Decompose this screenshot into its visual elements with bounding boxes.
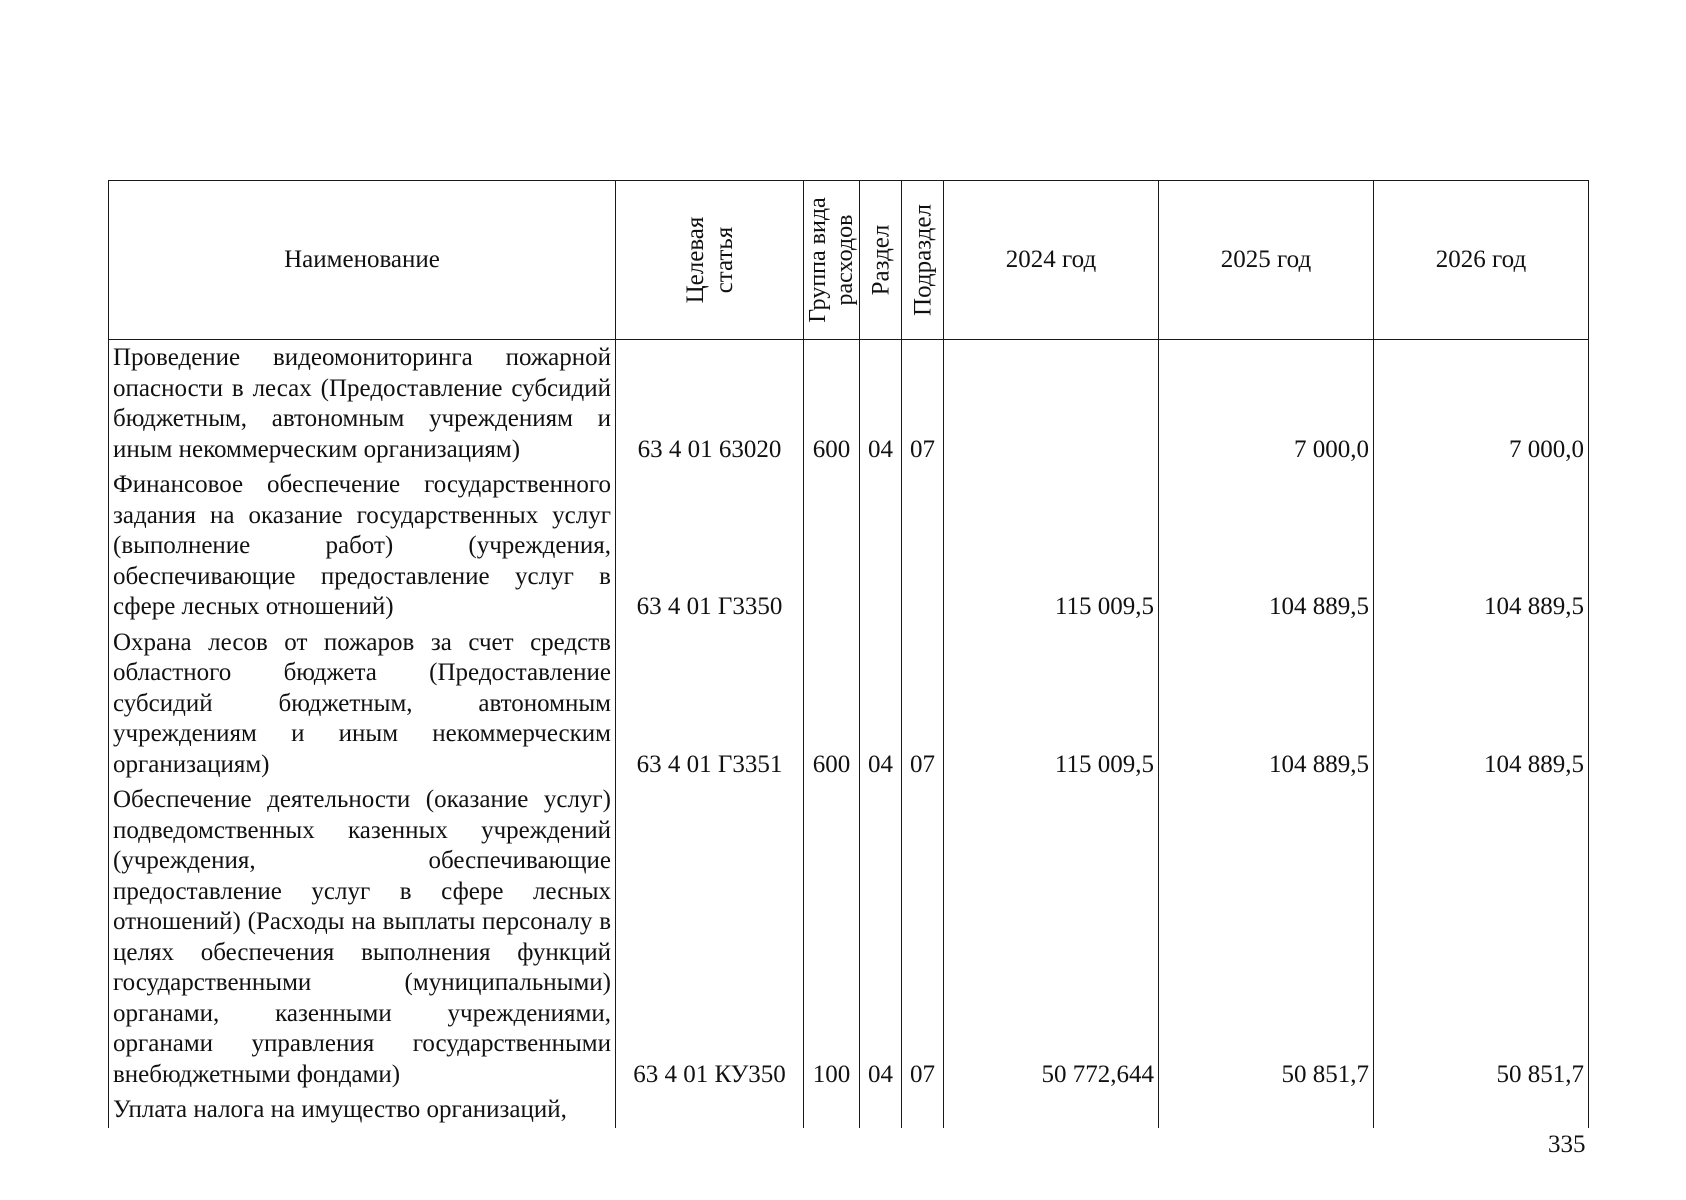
header-year-2026: 2026 год (1374, 181, 1589, 340)
row-expense-group: 600 (804, 340, 860, 468)
header-target-article (616, 181, 804, 340)
row-name: Обеспечение деятельности (оказание услуг) подведомственных казенных учреждений (учреждения, обеспечивающие предоставление услуг в сфере лесных отношений) (Расходы на выплаты персоналу в целях обеспечения выполнения функций государственными (муниципальными) органами, казенными учреждениями, органами управления государственными внебюджетными фондами) (109, 782, 616, 1092)
header-section-label: Раздел (867, 224, 894, 296)
page-number: 335 (1548, 1131, 1586, 1158)
row-section: 04 (860, 625, 902, 783)
row-value-2026: 7 000,0 (1374, 340, 1589, 468)
row-value-2025: 50 851,7 (1159, 782, 1374, 1092)
header-target-article-line1: Целевая (681, 216, 709, 304)
header-target-article-line2: статья (710, 226, 738, 294)
row-name: Охрана лесов от пожаров за счет средств областного бюджета (Предоставление субсидий бюджетным, автономным учреждениям и иным некоммерческим организациям) (109, 625, 616, 783)
row-expense-group: 600 (804, 625, 860, 783)
header-year-2025: 2025 год (1159, 181, 1374, 340)
row-value-2025 (1159, 1092, 1374, 1128)
row-target-article: 63 4 01 КУ350 (616, 782, 804, 1092)
row-target-article: 63 4 01 Г3350 (616, 467, 804, 625)
table-row (109, 340, 1589, 468)
row-value-2024 (944, 340, 1159, 468)
row-value-2026: 50 851,7 (1374, 782, 1589, 1092)
row-target-article: 63 4 01 63020 (616, 340, 804, 468)
row-section: 04 (860, 782, 902, 1092)
row-section: 04 (860, 340, 902, 468)
header-year-2024: 2024 год (944, 181, 1159, 340)
row-subsection: 07 (902, 340, 944, 468)
row-section (860, 467, 902, 625)
table-row (109, 625, 1589, 783)
row-value-2024 (944, 1092, 1159, 1128)
row-subsection (902, 1092, 944, 1128)
row-value-2026: 104 889,5 (1374, 625, 1589, 783)
header-section (860, 181, 902, 340)
row-section (860, 1092, 902, 1128)
row-name: Уплата налога на имущество организаций, (109, 1092, 616, 1128)
row-target-article: 63 4 01 Г3351 (616, 625, 804, 783)
row-value-2026 (1374, 1092, 1589, 1128)
row-value-2026: 104 889,5 (1374, 467, 1589, 625)
row-expense-group (804, 1092, 860, 1128)
row-value-2024: 115 009,5 (944, 467, 1159, 625)
table-row (109, 1092, 1589, 1128)
header-expense-group-line1: Группа вида (804, 197, 831, 323)
row-subsection: 07 (902, 625, 944, 783)
header-subsection-label: Подраздел (909, 204, 936, 316)
row-value-2025: 104 889,5 (1159, 625, 1374, 783)
row-value-2025: 104 889,5 (1159, 467, 1374, 625)
header-name: Наименование (109, 181, 616, 340)
budget-table (108, 180, 1589, 1128)
row-expense-group: 100 (804, 782, 860, 1092)
row-subsection: 07 (902, 782, 944, 1092)
table-row (109, 782, 1589, 1092)
row-value-2025: 7 000,0 (1159, 340, 1374, 468)
header-expense-group (804, 181, 860, 340)
row-name: Проведение видеомониторинга пожарной опасности в лесах (Предоставление субсидий бюджетным, автономным учреждениям и иным некоммерческим организациям) (109, 340, 616, 468)
table-row (109, 467, 1589, 625)
row-name: Финансовое обеспечение государственного задания на оказание государственных услуг (выполнение работ) (учреждения, обеспечивающие предоставление услуг в сфере лесных отношений) (109, 467, 616, 625)
table-header-row (109, 181, 1589, 340)
row-value-2024: 115 009,5 (944, 625, 1159, 783)
row-subsection (902, 467, 944, 625)
row-target-article (616, 1092, 804, 1128)
row-expense-group (804, 467, 860, 625)
row-value-2024: 50 772,644 (944, 782, 1159, 1092)
header-subsection (902, 181, 944, 340)
header-expense-group-line2: расходов (831, 214, 858, 306)
